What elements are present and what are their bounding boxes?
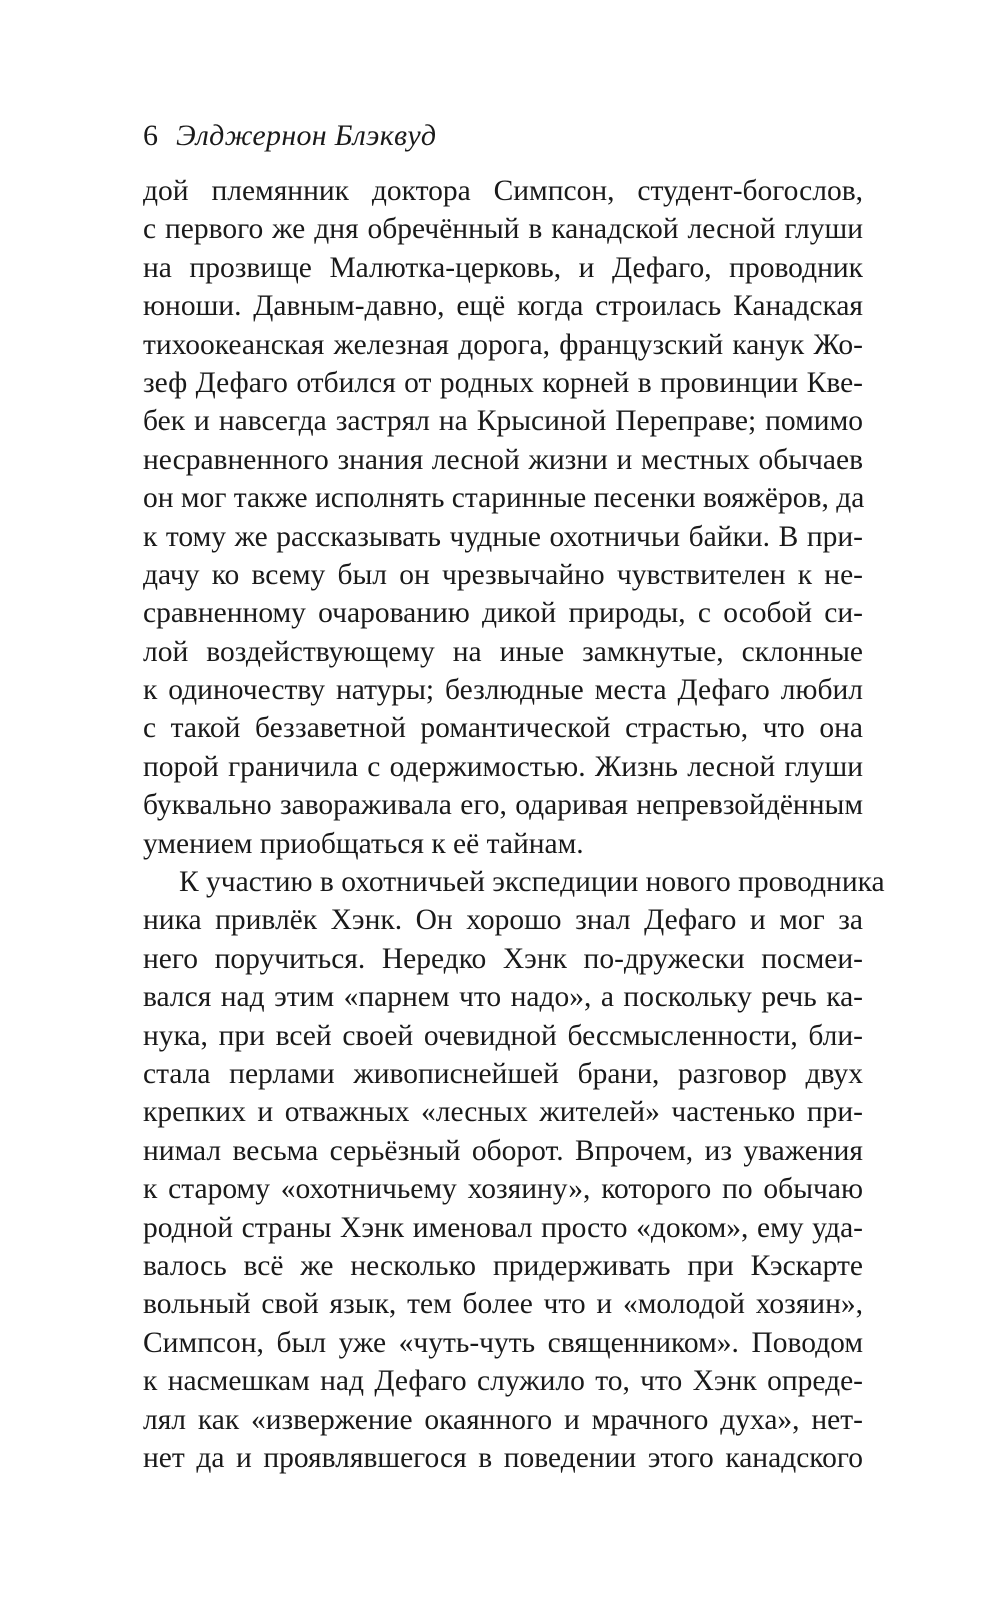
text-line-paragraph-end: умением приобщаться к её тайнам. xyxy=(143,827,584,860)
text-line: к одиночеству натуры; безлюдные места Дефаго любил xyxy=(143,674,863,707)
text-line: к старому «охотничьему хозяину», которого по обычаю xyxy=(143,1173,863,1206)
text-line: юноши. Давным-давно, ещё когда строилась Канадская xyxy=(143,290,863,323)
text-line: нука, при всей своей очевидной бессмысленности, бли- xyxy=(143,1019,863,1052)
text-line: лой воздействующему на иные замкнутые, склонные xyxy=(143,635,863,668)
text-line: зеф Дефаго отбился от родных корней в провинции Кве- xyxy=(143,366,863,399)
text-line: несравненного знания лесной жизни и местных обычаев xyxy=(143,443,863,476)
text-line: буквально завораживала его, одаривая непревзойдённым xyxy=(143,789,863,822)
text-line: вольный свой язык, тем более что и «молодой хозяин», xyxy=(143,1288,863,1321)
running-head xyxy=(143,118,436,154)
text-line: с первого же дня обречённый в канадской лесной глуши xyxy=(143,213,863,246)
text-line: сравненному очарованию дикой природы, с особой си- xyxy=(143,597,863,630)
text-line: порой граничила с одержимостью. Жизнь лесной глуши xyxy=(143,750,863,783)
text-line-paragraph-start: К участию в охотничьей экспедиции нового проводника xyxy=(179,866,885,899)
text-line: бек и навсегда застрял на Крысиной Переправе; помимо xyxy=(143,405,863,438)
text-line: родной страны Хэнк именовал просто «доком», ему уда- xyxy=(143,1211,863,1244)
text-line: крепких и отважных «лесных жителей» частенько при- xyxy=(143,1096,863,1129)
text-line: ника привлёк Хэнк. Он хорошо знал Дефаго и мог за xyxy=(143,904,863,937)
text-line: лял как «извержение окаянного и мрачного духа», нет- xyxy=(143,1403,863,1436)
text-line: валось всё же несколько придерживать при Кэскарте xyxy=(143,1249,863,1282)
text-line: дачу ко всему был он чрезвычайно чувствителен к не- xyxy=(143,558,863,591)
running-head-title: Элджернон Блэквуд xyxy=(176,119,437,152)
text-line: тихоокеанская железная дорога, французский канук Жо- xyxy=(143,328,863,361)
text-line: на прозвище Малютка-церковь, и Дефаго, проводник xyxy=(143,251,863,284)
text-line: нет да и проявлявшегося в поведении этого канадского xyxy=(143,1441,863,1474)
text-line: нимал весьма серьёзный оборот. Впрочем, из уважения xyxy=(143,1134,863,1167)
text-line: он мог также исполнять старинные песенки вояжёров, да xyxy=(143,482,865,515)
text-line: стала перлами живописнейшей брани, разговор двух xyxy=(143,1057,863,1090)
text-line: Симпсон, был уже «чуть-чуть священником». Поводом xyxy=(143,1326,863,1359)
text-line: к насмешкам над Дефаго служило то, что Хэнк опреде- xyxy=(143,1365,863,1398)
page-number: 6 xyxy=(143,119,158,152)
text-line: вался над этим «парнем что надо», а поскольку речь ка- xyxy=(143,981,863,1014)
text-line: с такой беззаветной романтической страстью, что она xyxy=(143,712,863,745)
text-line: него поручиться. Нередко Хэнк по-дружески посмеи- xyxy=(143,942,863,975)
text-line: дой племянник доктора Симпсон, студент-богослов, xyxy=(143,175,863,207)
text-line: к тому же рассказывать чудные охотничьи байки. В при- xyxy=(143,520,863,553)
body-text xyxy=(143,172,885,1477)
